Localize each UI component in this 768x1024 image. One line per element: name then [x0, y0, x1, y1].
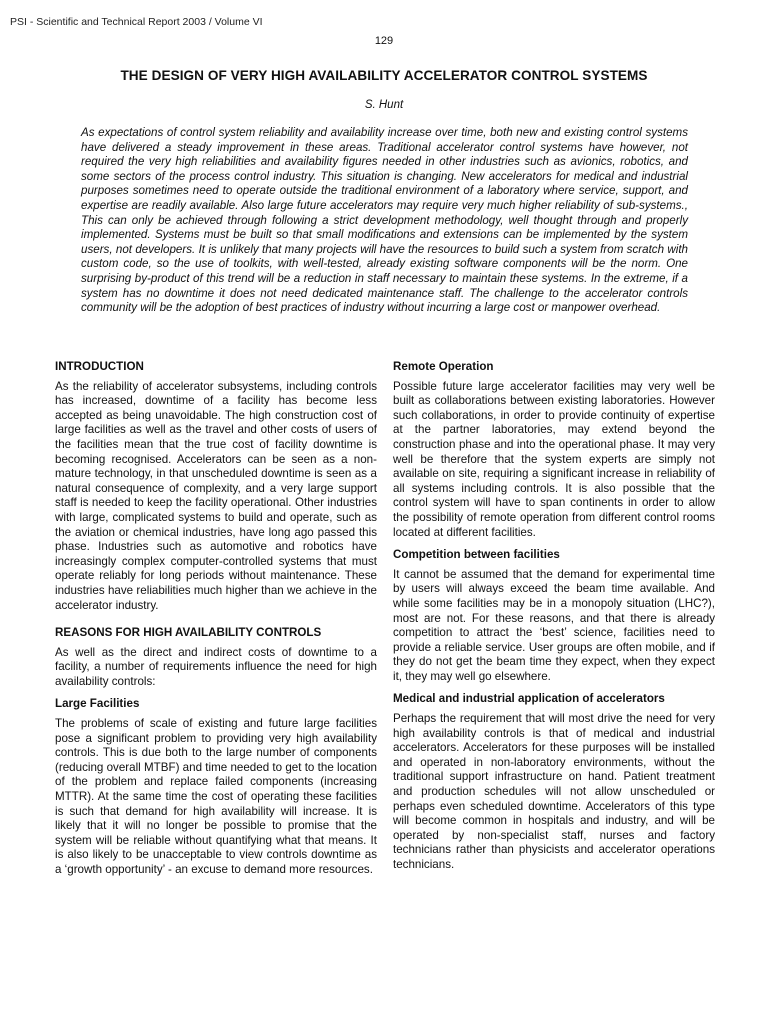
large-facilities-text: The problems of scale of existing and future large facilities pose a significant problem to providing very high availability controls. This is due both to the large number of components (reducing overall MTBF) and time needed to get to the location of the problem and replace failed components (increasing MTTR). At the same time the cost of operating these facilities is such that demand for high availability will increase. It is likely that it will no longer be possible to promise that the system will be reliable without quantifying what that means. It is also likely to be unacceptable to view controls downtime as a ‘growth opportunity’ - an excuse to demand more resources.: [55, 717, 377, 876]
running-header: PSI - Scientific and Technical Report 2003 / Volume VI: [10, 16, 263, 28]
remote-operation-heading: Remote Operation: [393, 360, 494, 373]
large-facilities-heading: Large Facilities: [55, 697, 140, 711]
author: S. Hunt: [364, 99, 404, 111]
abstract: As expectations of control system reliability and availability increase over time, both new and existing control systems have delivered a steady improvement in these areas. Traditional accelerator control systems have however, not required the very high reliabilities and availability figures needed in other industries such as avionics, robotics, and some sectors of the process control industry. This situation is changing. New accelerators for medical and industrial purposes sometimes need to operate outside the traditional environment of a laboratory where service, support, and expertise are readily available. Also large future accelerators may require very much higher reliability of sub-systems., This can only be achieved through following a strict development methodology, well thought through and properly implemented. Systems must be built so that small modifications and extensions can be implemented by the system users, not developers. It is unlikely that many projects will have the resources to build such a system from scratch with custom code, so the use of toolkits, with well-tested, already existing software components will be the norm. One surprising by-product of this trend will be a reduction in staff necessary to maintain these systems. In the extreme, if a system has no downtime it does not need dedicated maintenance staff. The challenge to the accelerator controls community will be the adoption of best practices of industry without incurring a large cost or manpower overhead.: [81, 126, 688, 315]
competition-heading: Competition between facilities: [393, 548, 560, 562]
reasons-heading: REASONS FOR HIGH AVAILABILITY CONTROLS: [55, 626, 322, 640]
article-title: THE DESIGN OF VERY HIGH AVAILABILITY ACCELERATOR CONTROL SYSTEMS: [120, 68, 648, 83]
left-column: [55, 360, 377, 878]
page-number: 129: [374, 35, 394, 47]
reasons-text: As well as the direct and indirect costs of downtime to a facility, a number of requirements influence the need for high availability controls:: [55, 645, 377, 688]
competition-text: It cannot be assumed that the demand for experimental time by users will always exceed the beam time available. And while some facilities may be in a monopoly situation (LHC?), most are not. For these reasons, and that there is already competition to attract the ‘best’ science, facilities need to provide a reliable service. User groups are often mobile, and if they do not get the beam time they expect, when they expect it, they may well go elsewhere.: [393, 567, 715, 683]
medical-text: Perhaps the requirement that will most drive the need for very high availability controls is that of medical and industrial accelerators. Accelerators for these purposes will be installed and operated in non-laboratory environments, without the traditional support infrastructure on hand. Patient treatment and production schedules will not allow unscheduled or perhaps even scheduled downtime. Accelerators of this type will become common in hospitals and industry, and will be operated by non-specialist staff, nurses and factory technicians rather than physicists and accelerator operations technicians.: [393, 712, 715, 871]
medical-heading: Medical and industrial application of accelerators: [393, 692, 665, 706]
remote-operation-text: Possible future large accelerator facilities may very well be built as collaborations between existing laboratories. However such collaborations, in order to provide continuity of expertise at the partner laboratories, may extend beyond the construction phase and into the operational phase. It may very well be therefore that the system experts are simply not available on site, requiring a significant increase in reliability of all systems including controls. It is also possible that the control system will have to span continents in order to allow the possibility of remote operation from different control rooms located at different facilities.: [393, 379, 715, 539]
right-column: [393, 360, 715, 873]
introduction-text: As the reliability of accelerator subsystems, including controls has increased, downtime of a facility has become less accepted as being unavoidable. The high construction cost of large facilities as well as the travel and other costs of users of the facilities mean that the true cost of facility downtime is becoming recognised. Accelerators can be seen as a non-mature technology, in that unscheduled downtime is seen as a natural consequence of complexity, and a very large support staff is needed to keep the facility operational. Other industries with large, complicated systems to build and operate, such as the aviation or chemical industries, have long ago passed this phase. Industries such as automotive and robotics have increasingly complex computer-controlled systems that must operate reliably for long periods without maintenance. These industries have reliabilities much higher than we achieve in the accelerator industry.: [55, 379, 377, 612]
introduction-heading: INTRODUCTION: [55, 360, 144, 373]
